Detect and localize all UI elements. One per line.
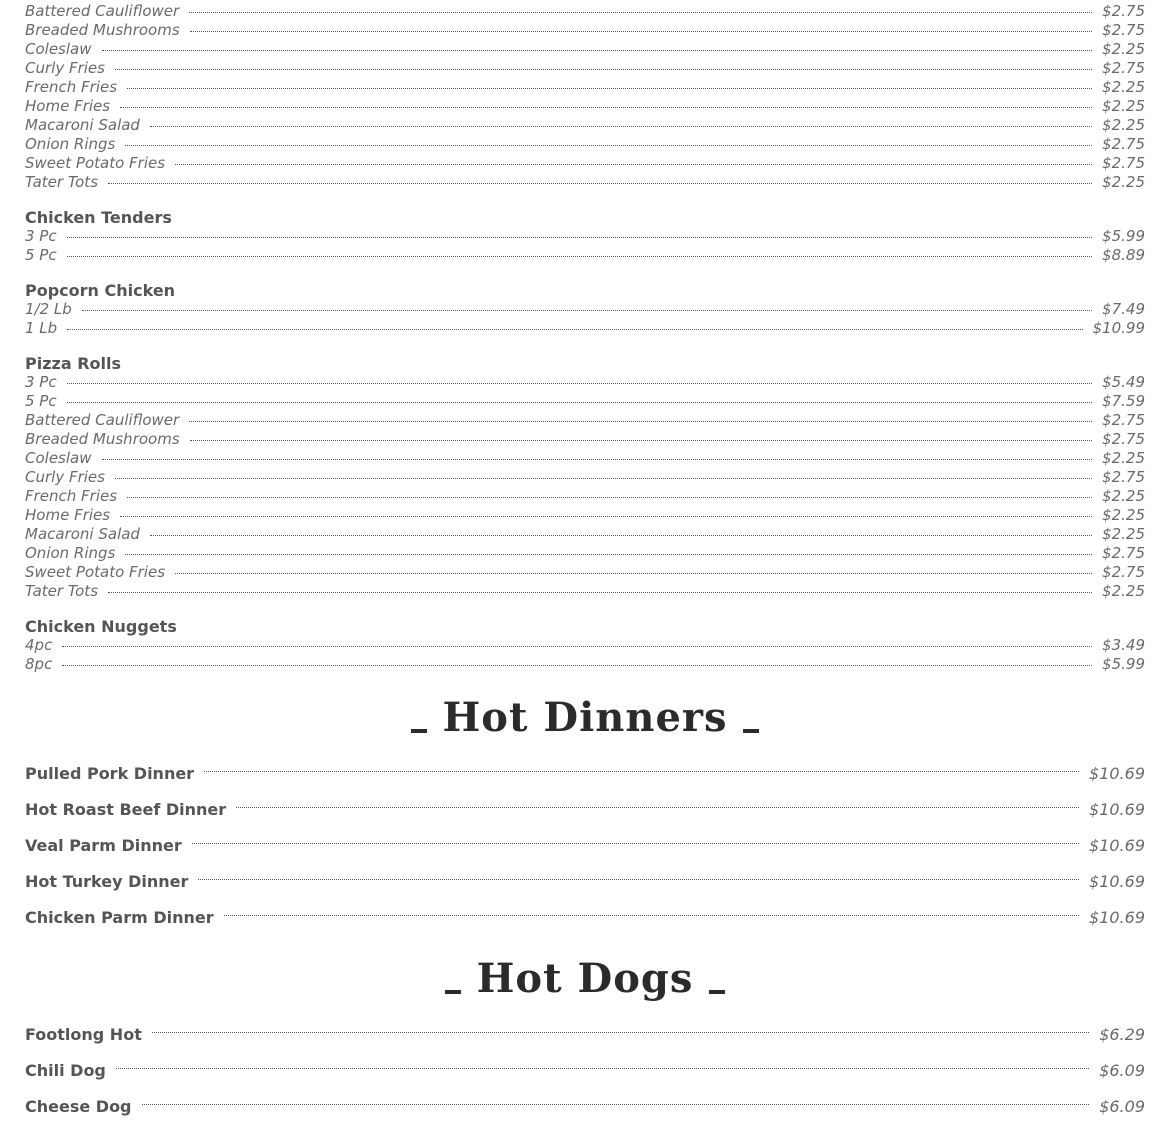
menu-item-row bbox=[25, 899, 1145, 935]
menu-item-row bbox=[25, 636, 1145, 655]
item-price: $2.25 bbox=[1102, 525, 1145, 543]
section-heading-hot-dinners bbox=[25, 690, 1145, 746]
menu-item-row bbox=[25, 411, 1145, 430]
dotted-leader bbox=[175, 573, 1092, 574]
item-price: $2.25 bbox=[1102, 173, 1145, 191]
hot-dogs-list bbox=[25, 1016, 1145, 1124]
dotted-leader bbox=[67, 237, 1092, 238]
menu-item-row bbox=[25, 430, 1145, 449]
dotted-leader bbox=[175, 164, 1092, 165]
dotted-leader bbox=[236, 807, 1079, 808]
item-name: Hot Roast Beef Dinner bbox=[25, 799, 227, 819]
item-price: $6.09 bbox=[1099, 1060, 1145, 1080]
item-price: $6.29 bbox=[1099, 1024, 1145, 1044]
menu-item-row bbox=[25, 300, 1145, 319]
dotted-leader bbox=[142, 1104, 1090, 1105]
item-name: Tater Tots bbox=[25, 582, 99, 600]
menu-item-row bbox=[25, 392, 1145, 411]
item-name: Cheese Dog bbox=[25, 1096, 132, 1116]
item-price: $7.49 bbox=[1102, 300, 1145, 318]
dotted-leader bbox=[108, 183, 1092, 184]
menu-item-row bbox=[25, 97, 1145, 116]
item-name: 1/2 Lb bbox=[25, 300, 72, 318]
section-heading-hot-dogs bbox=[25, 951, 1145, 1007]
item-name: Curly Fries bbox=[25, 59, 105, 77]
item-name: 3 Pc bbox=[25, 227, 57, 245]
item-price: $2.75 bbox=[1102, 563, 1145, 581]
menu-item-row bbox=[25, 791, 1145, 827]
menu-group bbox=[25, 0, 1145, 192]
dotted-leader bbox=[115, 478, 1092, 479]
menu-item-row bbox=[25, 582, 1145, 601]
item-price: $2.25 bbox=[1102, 97, 1145, 115]
item-price: $2.25 bbox=[1102, 582, 1145, 600]
heading-dash-right bbox=[743, 729, 759, 733]
item-name: 5 Pc bbox=[25, 392, 57, 410]
item-price: $10.69 bbox=[1089, 871, 1145, 891]
menu-item-row bbox=[25, 1052, 1145, 1088]
item-name: Coleslaw bbox=[25, 449, 92, 467]
item-price: $7.59 bbox=[1102, 392, 1145, 410]
item-price: $6.09 bbox=[1099, 1096, 1145, 1116]
dotted-leader bbox=[115, 69, 1092, 70]
dotted-leader bbox=[67, 402, 1092, 403]
item-price: $2.75 bbox=[1102, 21, 1145, 39]
item-price: $2.25 bbox=[1102, 506, 1145, 524]
item-name: Chicken Parm Dinner bbox=[25, 907, 214, 927]
item-name: Breaded Mushrooms bbox=[25, 21, 180, 39]
item-name: Macaroni Salad bbox=[25, 525, 140, 543]
group-title: Popcorn Chicken bbox=[25, 281, 176, 300]
menu-item-row bbox=[25, 319, 1145, 338]
item-name: Veal Parm Dinner bbox=[25, 835, 182, 855]
item-name: 3 Pc bbox=[25, 373, 57, 391]
heading-dash-left bbox=[411, 729, 427, 733]
menu-item-row bbox=[25, 1016, 1145, 1052]
item-price: $5.99 bbox=[1102, 227, 1145, 245]
item-price: $2.25 bbox=[1102, 78, 1145, 96]
item-name: Battered Cauliflower bbox=[25, 411, 180, 429]
item-name: 1 Lb bbox=[25, 319, 58, 337]
section-title-text: Hot Dogs bbox=[476, 955, 694, 1002]
item-price: $2.75 bbox=[1102, 154, 1145, 172]
item-name: Tater Tots bbox=[25, 173, 99, 191]
item-price: $3.49 bbox=[1102, 636, 1145, 654]
dotted-leader bbox=[150, 535, 1092, 536]
dotted-leader bbox=[125, 145, 1092, 146]
item-name: Chili Dog bbox=[25, 1060, 106, 1080]
hot-dinners-list bbox=[25, 755, 1145, 935]
dotted-leader bbox=[102, 50, 1093, 51]
dotted-leader bbox=[189, 12, 1092, 13]
item-price: $10.69 bbox=[1089, 907, 1145, 927]
dotted-leader bbox=[120, 516, 1092, 517]
item-price: $2.75 bbox=[1102, 430, 1145, 448]
heading-dash-right bbox=[709, 990, 725, 994]
item-name: Pulled Pork Dinner bbox=[25, 763, 195, 783]
menu-group bbox=[25, 208, 1145, 265]
dotted-leader bbox=[127, 497, 1092, 498]
item-price: $2.25 bbox=[1102, 40, 1145, 58]
dotted-leader bbox=[82, 310, 1092, 311]
dotted-leader bbox=[190, 440, 1092, 441]
menu-item-row bbox=[25, 59, 1145, 78]
dotted-leader bbox=[67, 256, 1092, 257]
item-price: $10.69 bbox=[1089, 835, 1145, 855]
item-name: 4pc bbox=[25, 636, 53, 654]
item-price: $2.25 bbox=[1102, 487, 1145, 505]
dotted-leader bbox=[198, 879, 1079, 880]
item-price: $2.75 bbox=[1102, 135, 1145, 153]
menu-group bbox=[25, 617, 1145, 674]
heading-dash-left bbox=[445, 990, 461, 994]
item-price: $8.89 bbox=[1102, 246, 1145, 264]
menu-item-row bbox=[25, 1088, 1145, 1124]
item-name: Curly Fries bbox=[25, 468, 105, 486]
dotted-leader bbox=[108, 592, 1092, 593]
menu-groups bbox=[25, 0, 1145, 674]
menu-item-row bbox=[25, 544, 1145, 563]
group-title: Chicken Tenders bbox=[25, 208, 172, 227]
menu-item-row bbox=[25, 227, 1145, 246]
menu-item-row bbox=[25, 116, 1145, 135]
menu-item-row bbox=[25, 563, 1145, 582]
item-name: 5 Pc bbox=[25, 246, 57, 264]
dotted-leader bbox=[150, 126, 1092, 127]
item-name: French Fries bbox=[25, 78, 118, 96]
menu-item-row bbox=[25, 154, 1145, 173]
item-name: Home Fries bbox=[25, 506, 111, 524]
menu-item-row bbox=[25, 525, 1145, 544]
menu-group bbox=[25, 354, 1145, 601]
item-name: Coleslaw bbox=[25, 40, 92, 58]
item-name: Battered Cauliflower bbox=[25, 2, 180, 20]
menu-item-row bbox=[25, 2, 1145, 21]
menu-item-row bbox=[25, 78, 1145, 97]
dotted-leader bbox=[67, 329, 1082, 330]
menu-item-row bbox=[25, 135, 1145, 154]
dotted-leader bbox=[127, 88, 1092, 89]
menu-item-row bbox=[25, 173, 1145, 192]
menu-item-row bbox=[25, 863, 1145, 899]
item-price: $10.69 bbox=[1089, 763, 1145, 783]
group-title: Pizza Rolls bbox=[25, 354, 122, 373]
item-price: $2.75 bbox=[1102, 2, 1145, 20]
item-name: Footlong Hot bbox=[25, 1024, 142, 1044]
item-price: $5.99 bbox=[1102, 655, 1145, 673]
item-price: $2.75 bbox=[1102, 544, 1145, 562]
item-name: Macaroni Salad bbox=[25, 116, 140, 134]
menu-item-row bbox=[25, 373, 1145, 392]
menu-item-row bbox=[25, 487, 1145, 506]
item-name: Hot Turkey Dinner bbox=[25, 871, 189, 891]
dotted-leader bbox=[62, 646, 1092, 647]
dotted-leader bbox=[67, 383, 1092, 384]
item-price: $2.75 bbox=[1102, 468, 1145, 486]
dotted-leader bbox=[125, 554, 1092, 555]
item-price: $2.75 bbox=[1102, 411, 1145, 429]
item-price: $2.75 bbox=[1102, 59, 1145, 77]
item-name: Home Fries bbox=[25, 97, 111, 115]
menu-item-row bbox=[25, 506, 1145, 525]
dotted-leader bbox=[224, 915, 1079, 916]
menu-item-row bbox=[25, 40, 1145, 59]
dotted-leader bbox=[116, 1068, 1089, 1069]
dotted-leader bbox=[62, 665, 1092, 666]
section-title-text: Hot Dinners bbox=[442, 694, 728, 741]
menu-item-row bbox=[25, 246, 1145, 265]
menu-item-row bbox=[25, 21, 1145, 40]
item-name: Sweet Potato Fries bbox=[25, 563, 166, 581]
menu-item-row bbox=[25, 827, 1145, 863]
group-title: Chicken Nuggets bbox=[25, 617, 177, 636]
item-name: Onion Rings bbox=[25, 544, 116, 562]
dotted-leader bbox=[152, 1032, 1089, 1033]
dotted-leader bbox=[189, 421, 1092, 422]
dotted-leader bbox=[102, 459, 1093, 460]
menu-group bbox=[25, 281, 1145, 338]
item-name: Sweet Potato Fries bbox=[25, 154, 166, 172]
menu-item-row bbox=[25, 655, 1145, 674]
item-price: $2.25 bbox=[1102, 116, 1145, 134]
dotted-leader bbox=[120, 107, 1092, 108]
dotted-leader bbox=[192, 843, 1079, 844]
item-name: Breaded Mushrooms bbox=[25, 430, 180, 448]
item-name: French Fries bbox=[25, 487, 118, 505]
menu-item-row bbox=[25, 755, 1145, 791]
menu-item-row bbox=[25, 468, 1145, 487]
item-name: 8pc bbox=[25, 655, 53, 673]
item-price: $10.69 bbox=[1089, 799, 1145, 819]
item-price: $2.25 bbox=[1102, 449, 1145, 467]
item-price: $5.49 bbox=[1102, 373, 1145, 391]
menu-item-row bbox=[25, 449, 1145, 468]
dotted-leader bbox=[204, 771, 1079, 772]
item-name: Onion Rings bbox=[25, 135, 116, 153]
dotted-leader bbox=[190, 31, 1092, 32]
item-price: $10.99 bbox=[1092, 319, 1145, 337]
